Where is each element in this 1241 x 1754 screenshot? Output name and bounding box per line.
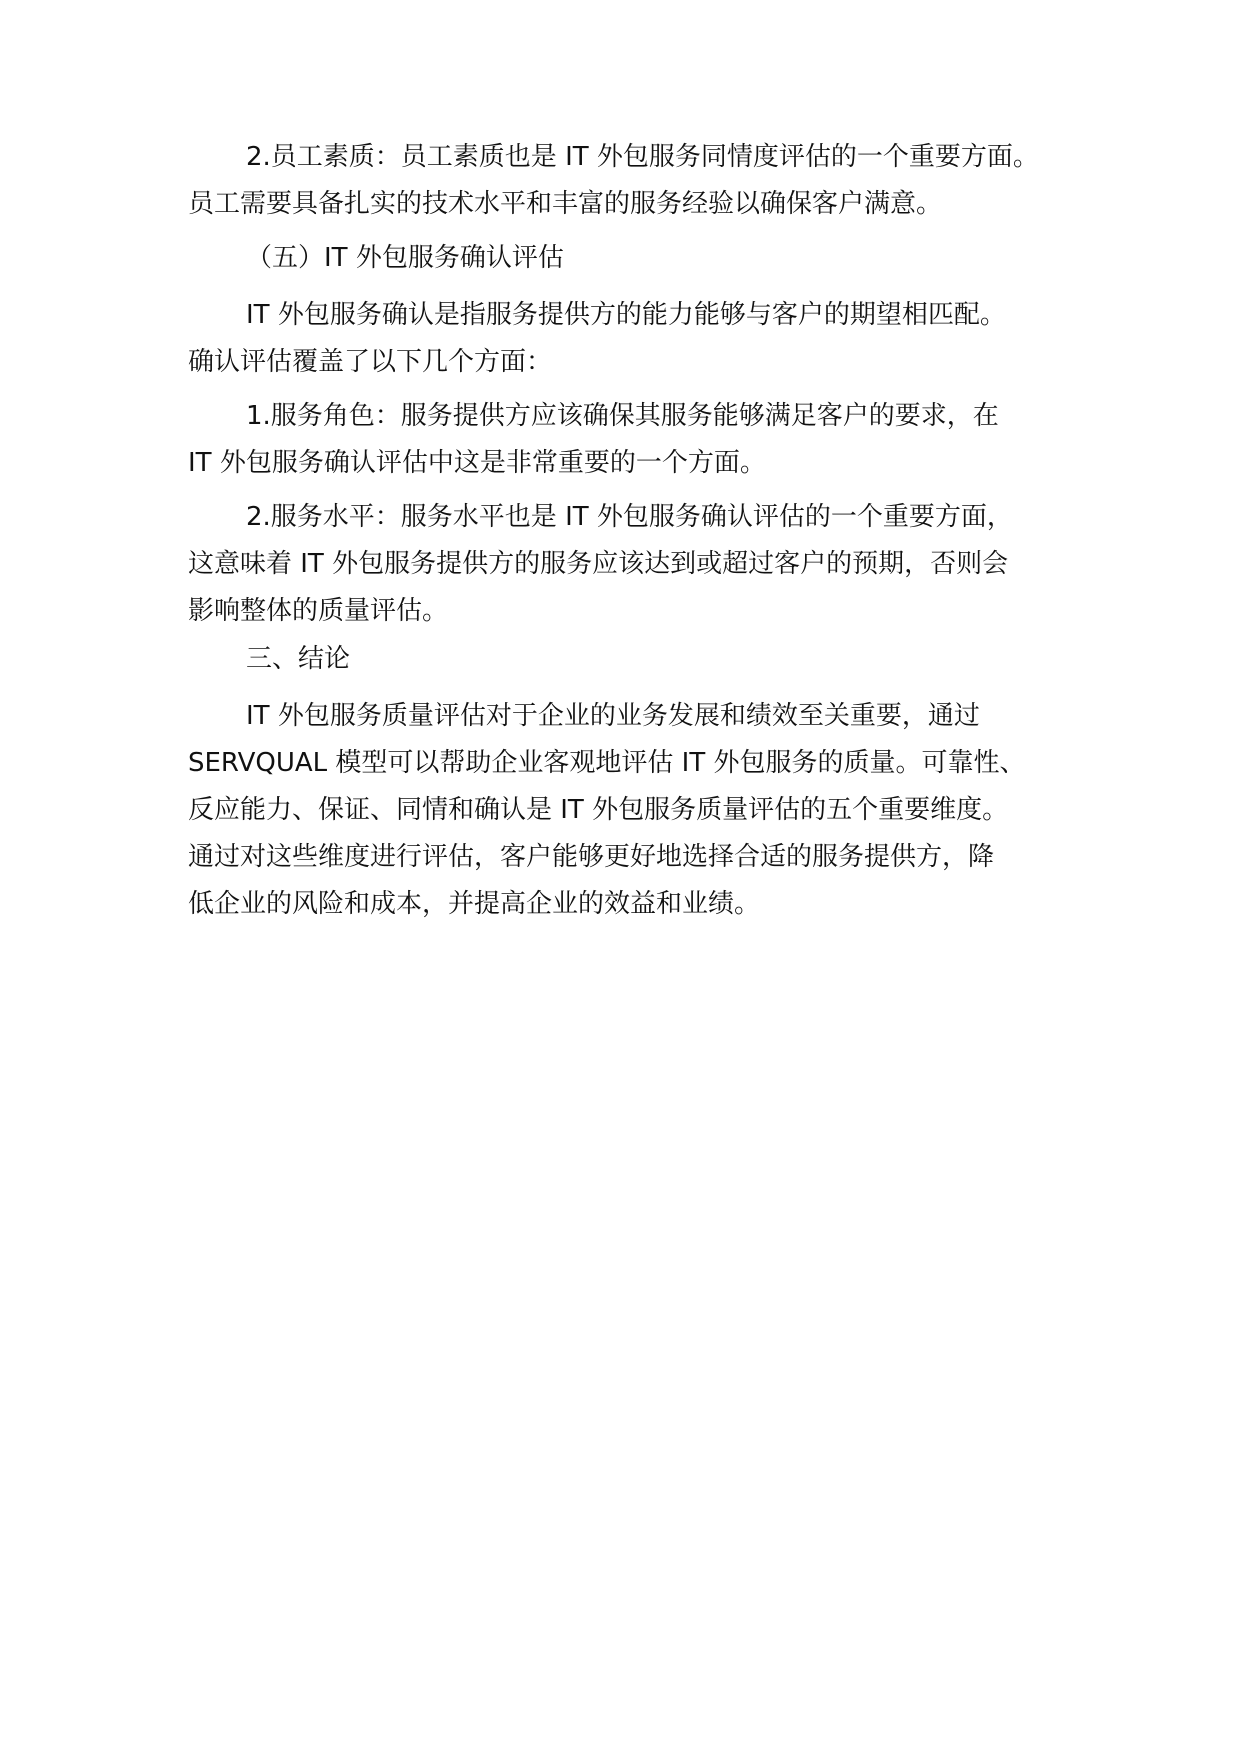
text-line: IT 外包服务确认评估中这是非常重要的一个方面。 bbox=[188, 448, 766, 478]
text-line: IT 外包服务确认是指服务提供方的能力能够与客户的期望相匹配。 bbox=[246, 300, 1006, 330]
text-line: SERVQUAL 模型可以帮助企业客观地评估 IT 外包服务的质量。可靠性、 bbox=[188, 748, 1026, 778]
text-line: 低企业的风险和成本，并提高企业的效益和业绩。 bbox=[188, 889, 761, 919]
text-line: 通过对这些维度进行评估，客户能够更好地选择合适的服务提供方，降 bbox=[188, 842, 995, 872]
text-line: 1.服务角色：服务提供方应该确保其服务能够满足客户的要求，在 bbox=[246, 401, 999, 431]
text-line: IT 外包服务质量评估对于企业的业务发展和绩效至关重要，通过 bbox=[246, 701, 980, 731]
text-line: 员工需要具备扎实的技术水平和丰富的服务经验以确保客户满意。 bbox=[188, 189, 943, 219]
paragraph-service-level bbox=[188, 494, 1068, 635]
paragraph-conclusion bbox=[188, 693, 1068, 928]
text-line: 影响整体的质量评估。 bbox=[188, 596, 449, 626]
text-line: 反应能力、保证、同情和确认是 IT 外包服务质量评估的五个重要维度。 bbox=[188, 795, 1009, 825]
text-line: 确认评估覆盖了以下几个方面： bbox=[188, 347, 553, 377]
text-line: 2.服务水平：服务水平也是 IT 外包服务确认评估的一个重要方面， bbox=[246, 502, 1013, 532]
paragraph-employee-quality bbox=[188, 134, 1068, 228]
text-line: 2.员工素质：员工素质也是 IT 外包服务同情度评估的一个重要方面。 bbox=[246, 142, 1039, 172]
paragraph-service-role bbox=[188, 393, 1068, 487]
paragraph-confirmation-intro bbox=[188, 292, 1068, 386]
section-heading-conclusion bbox=[188, 636, 1068, 683]
text-line: 这意味着 IT 外包服务提供方的服务应该达到或超过客户的预期，否则会 bbox=[188, 549, 1009, 579]
text-line: （五）IT 外包服务确认评估 bbox=[246, 243, 564, 273]
section-heading-confirmation bbox=[188, 235, 1068, 282]
text-line: 三、结论 bbox=[246, 644, 351, 674]
